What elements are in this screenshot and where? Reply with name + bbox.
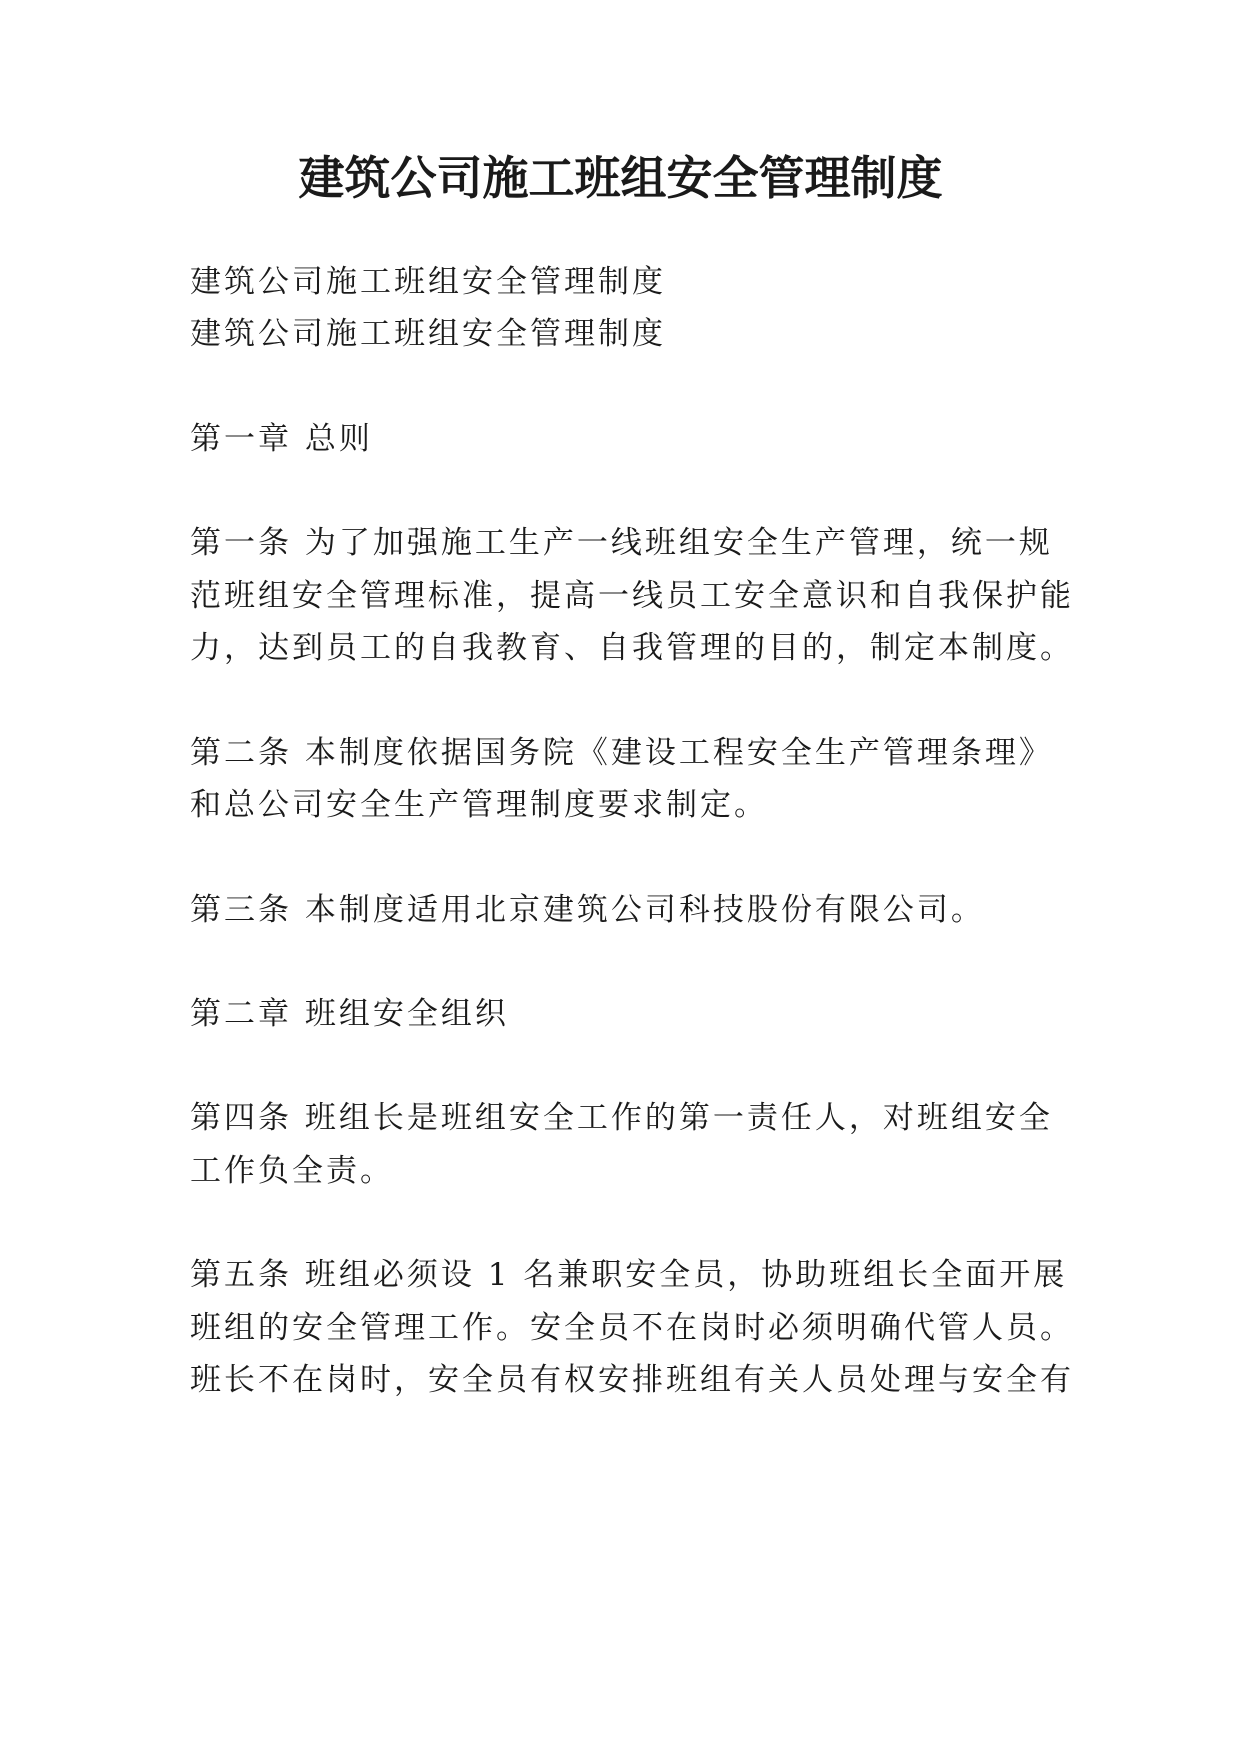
article-line: 班长不在岗时，安全员有权安排班组有关人员处理与安全有 (190, 1362, 1074, 1398)
article-line: 第五条 班组必须设 1 名兼职安全员，协助班组长全面开展 (190, 1257, 1068, 1293)
article-line: 第三条 本制度适用北京建筑公司科技股份有限公司。 (190, 892, 985, 928)
article-line: 和总公司安全生产管理制度要求制定。 (190, 787, 768, 823)
subtitle-line: 建筑公司施工班组安全管理制度 (190, 264, 666, 300)
article-line: 力，达到员工的自我教育、自我管理的目的，制定本制度。 (190, 630, 1074, 666)
subtitle-line: 建筑公司施工班组安全管理制度 (190, 316, 666, 352)
chapter-heading: 第二章 班组安全组织 (190, 996, 509, 1032)
article-line: 第二条 本制度依据国务院《建设工程安全生产管理条理》 (190, 735, 1053, 771)
article-line: 范班组安全管理标准，提高一线员工安全意识和自我保护能 (190, 578, 1074, 614)
article-line: 第一条 为了加强施工生产一线班组安全生产管理，统一规 (190, 525, 1053, 561)
article-line: 第四条 班组长是班组安全工作的第一责任人，对班组安全 (190, 1100, 1053, 1136)
chapter-heading: 第一章 总则 (190, 421, 373, 457)
document-title: 建筑公司施工班组安全管理制度 (298, 151, 943, 205)
article-line: 工作负全责。 (190, 1153, 394, 1189)
article-line: 班组的安全管理工作。安全员不在岗时必须明确代管人员。 (190, 1310, 1074, 1346)
